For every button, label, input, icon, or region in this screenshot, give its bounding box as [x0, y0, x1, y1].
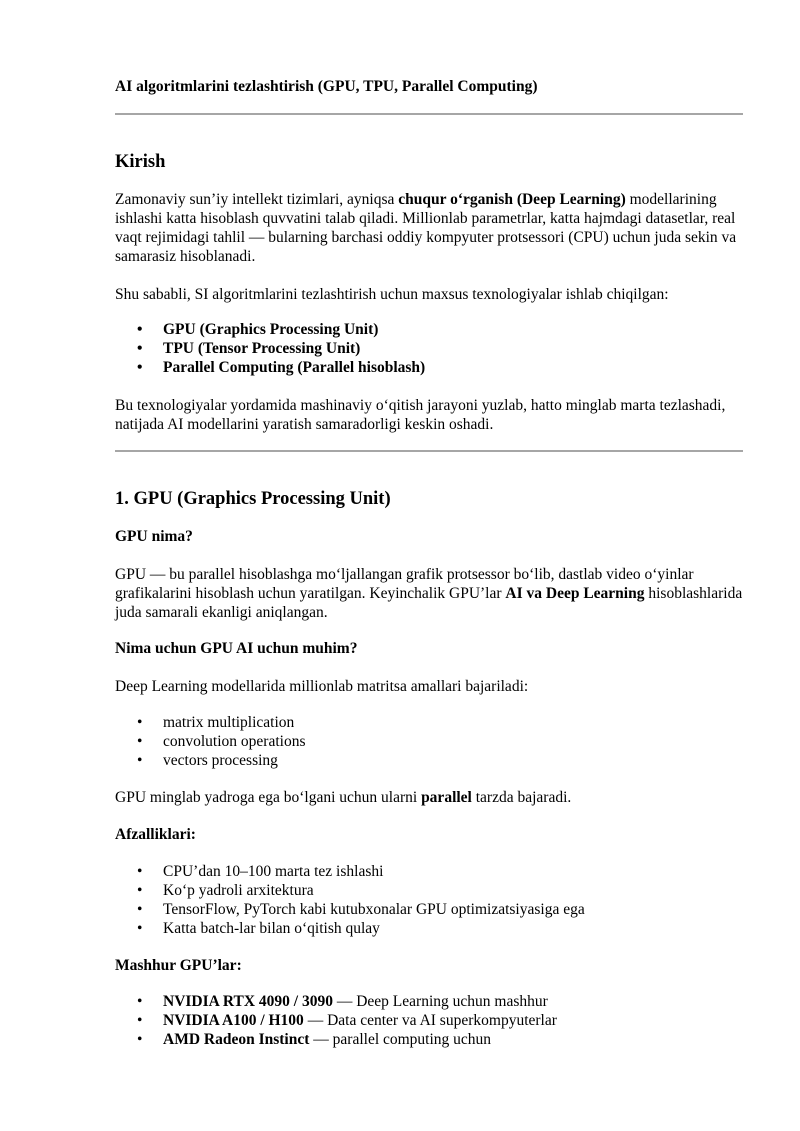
list-item	[115, 1030, 557, 1049]
gpu-what-emphasis: AI va Deep Learning	[505, 585, 645, 602]
document-title: AI algoritmlarini tezlashtirish (GPU, TPU, Parallel Computing)	[115, 78, 538, 95]
tech-list	[115, 320, 425, 377]
list-item: • TPU (Tensor Processing Unit)	[115, 339, 425, 358]
gpu-section-heading: 1. GPU (Graphics Processing Unit)	[115, 489, 391, 509]
list-item: • convolution operations	[115, 732, 306, 751]
list-item: • Parallel Computing (Parallel hisoblash)	[115, 358, 425, 377]
list-item: • GPU (Graphics Processing Unit)	[115, 320, 425, 339]
gpu-what-paragraph	[115, 565, 743, 622]
list-item	[115, 992, 557, 1011]
list-item: • vectors processing	[115, 751, 306, 770]
intro-paragraph	[115, 190, 743, 266]
gpu-what-heading: GPU nima?	[115, 528, 193, 545]
gpu-why-paragraph: Deep Learning modellarida millionlab matritsa amallari bajariladi:	[115, 678, 529, 695]
parallel-text-rest: tarzda bajaradi.	[471, 789, 572, 806]
divider	[115, 113, 743, 115]
parallel-emphasis: parallel	[421, 789, 472, 806]
gpu-what-text-rest: hisoblashlarida juda samarali ekanligi aniqlangan.	[115, 585, 743, 621]
list-item: • matrix multiplication	[115, 713, 306, 732]
gpu-name: AMD Radeon Instinct	[163, 1031, 310, 1048]
advantages-heading: Afzalliklari:	[115, 826, 196, 843]
famous-gpus-list	[115, 992, 557, 1049]
intro-emphasis: chuqur o‘rganish (Deep Learning)	[398, 191, 626, 208]
gpu-name: NVIDIA A100 / H100	[163, 1012, 304, 1029]
list-item: • Katta batch-lar bilan o‘qitish qulay	[115, 919, 585, 938]
gpu-parallel-paragraph	[115, 788, 743, 807]
gpu-desc: — Data center va AI superkompyuterlar	[303, 1012, 557, 1029]
gpu-what-text: GPU — bu parallel hisoblashga mo‘ljallangan grafik protsessor bo‘lib, dastlab video o‘yinlar grafikalarini hisoblash uchun yaratilgan. Keyinchalik GPU’lar	[115, 566, 694, 602]
intro-paragraph-2: Shu sababli, SI algoritmlarini tezlashtirish uchun maxsus texnologiyalar ishlab chiqilgan:	[115, 286, 669, 303]
list-item: • TensorFlow, PyTorch kabi kutubxonalar GPU optimizatsiyasiga ega	[115, 900, 585, 919]
intro-text-rest: modellarining ishlashi katta hisoblash quvvatini talab qiladi. Millionlab parametrlar, katta hajmdagi datasetlar, real vaqt rejimidagi tahlil — bularning barchasi oddiy kompyuter protsessori (CPU) uchun juda sekin va samarasiz hisoblanadi.	[115, 191, 737, 265]
list-item: • Ko‘p yadroli arxitektura	[115, 881, 585, 900]
intro-text: Zamonaviy sun’iy intellekt tizimlari, ayniqsa	[115, 191, 399, 208]
divider	[115, 450, 743, 452]
list-item: • CPU’dan 10–100 marta tez ishlashi	[115, 862, 585, 881]
intro-heading: Kirish	[115, 152, 166, 172]
gpu-desc: — parallel computing uchun	[309, 1031, 492, 1048]
advantages-list	[115, 862, 585, 938]
ops-list	[115, 713, 306, 770]
gpu-why-heading: Nima uchun GPU AI uchun muhim?	[115, 640, 358, 657]
list-item	[115, 1011, 557, 1030]
famous-gpus-heading: Mashhur GPU’lar:	[115, 957, 242, 974]
gpu-name: NVIDIA RTX 4090 / 3090	[163, 993, 333, 1010]
gpu-desc: — Deep Learning uchun mashhur	[332, 993, 548, 1010]
intro-paragraph-3: Bu texnologiyalar yordamida mashinaviy o‘qitish jarayoni yuzlab, hatto minglab marta tezlashadi, natijada AI modellarini yaratish samaradorligi keskin oshadi.	[115, 397, 726, 433]
parallel-text: GPU minglab yadroga ega bo‘lgani uchun ularni	[115, 789, 422, 806]
